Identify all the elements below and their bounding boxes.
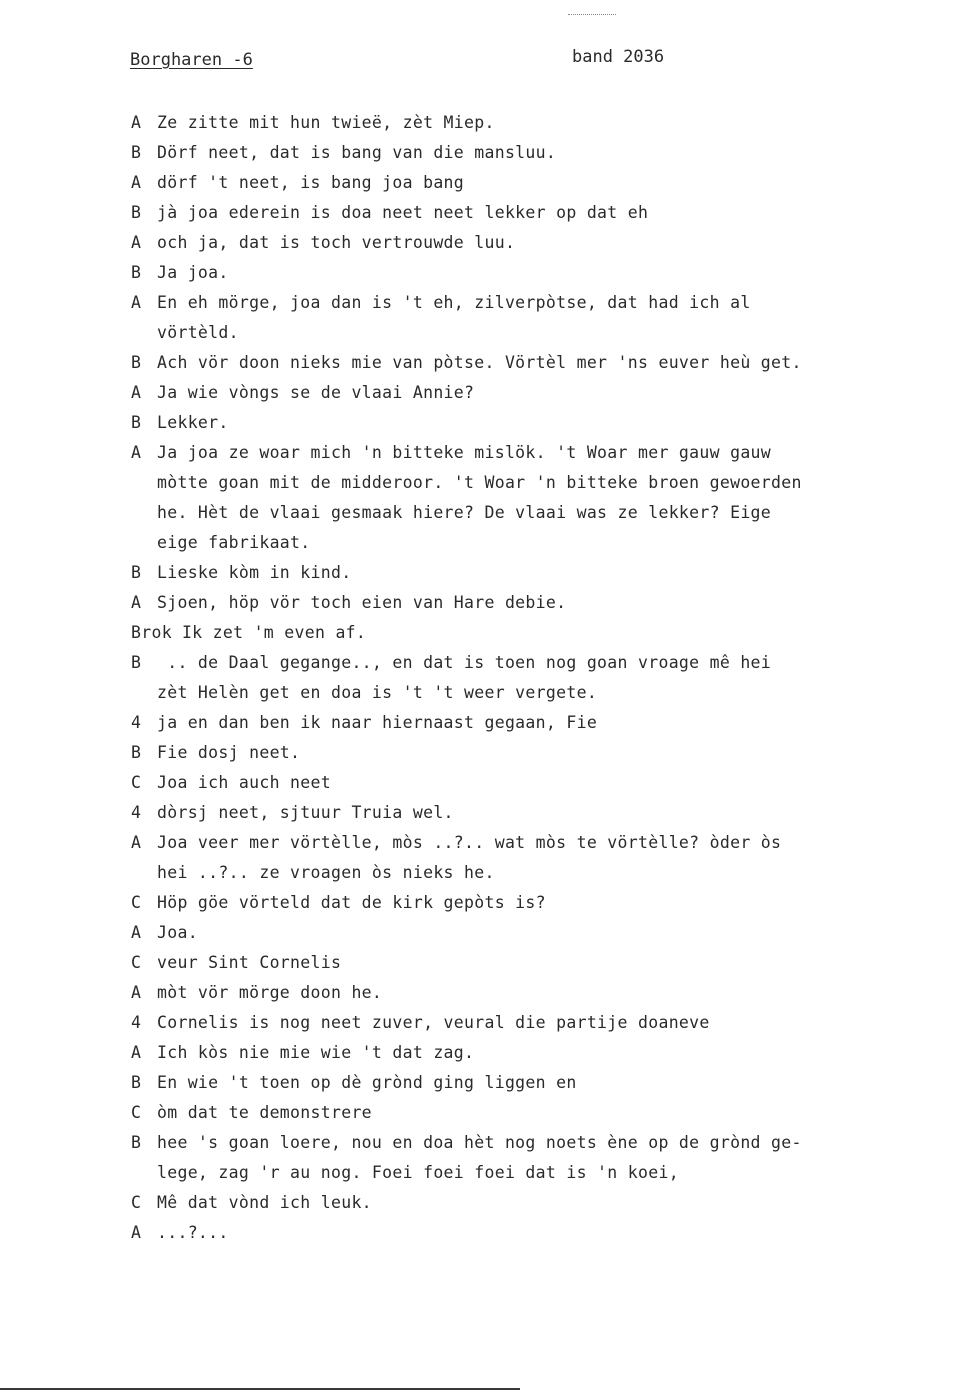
transcript-line	[131, 288, 931, 318]
line-text: Ich kòs nie mie wie 't dat zag.	[157, 1043, 475, 1062]
line-text: dörf 't neet, is bang joa bang	[157, 173, 465, 192]
line-text: he. Hèt de vlaai gesmaak hiere? De vlaai was ze lekker? Eige	[157, 503, 772, 522]
transcript-line	[131, 408, 931, 438]
transcript	[131, 108, 931, 1248]
transcript-line	[131, 168, 931, 198]
transcript-line	[131, 978, 931, 1008]
page-header	[130, 47, 830, 74]
line-text: Dörf neet, dat is bang van die mansluu.	[157, 143, 557, 162]
transcript-line	[131, 438, 931, 468]
transcript-line	[131, 948, 931, 978]
speaker-label: A	[131, 233, 142, 252]
transcript-line	[131, 648, 931, 678]
speaker-label: C	[131, 893, 142, 912]
speaker-label: A	[131, 113, 142, 132]
speaker-label: A	[131, 293, 142, 312]
speaker-label: A	[131, 173, 142, 192]
speaker-label: C	[131, 953, 142, 972]
speaker-label: B	[131, 563, 142, 582]
transcript-line	[131, 768, 931, 798]
bottom-rule	[0, 1388, 520, 1390]
line-text: mòtte goan mit de midderoor. 't Woar 'n bitteke broen gewoerden	[157, 473, 802, 492]
line-text: Ze zitte mit hun twieë, zèt Miep.	[157, 113, 495, 132]
line-text: eige fabrikaat.	[157, 533, 311, 552]
line-text: veur Sint Cornelis	[157, 953, 342, 972]
line-text: dòrsj neet, sjtuur Truia wel.	[157, 803, 454, 822]
line-text: Sjoen, höp vör toch eien van Hare debie.	[157, 593, 567, 612]
speaker-label: A	[131, 983, 142, 1002]
speaker-label	[131, 678, 157, 708]
transcript-line	[131, 1188, 931, 1218]
band-number: band 2036	[572, 47, 665, 67]
line-text: mòt vör mörge doon he.	[157, 983, 383, 1002]
speaker-label: B	[131, 413, 142, 432]
transcript-line	[131, 678, 931, 708]
line-text: En wie 't toen op dè grònd ging liggen en	[157, 1073, 577, 1092]
line-text: jà joa ederein is doa neet neet lekker op dat eh	[157, 203, 649, 222]
transcript-line	[131, 348, 931, 378]
line-text: lege, zag 'r au nog. Foei foei foei dat is 'n koei,	[157, 1163, 679, 1182]
speaker-label: A	[131, 833, 142, 852]
line-text: Ik zet 'm even af.	[181, 623, 367, 642]
transcript-line	[131, 1098, 931, 1128]
line-text: Ja joa ze woar mich 'n bitteke mislök. 't Woar mer gauw gauw	[157, 443, 772, 462]
line-text: hei ..?.. ze vroagen òs nieks he.	[157, 863, 495, 882]
speaker-label: C	[131, 1103, 142, 1122]
line-text: òm dat te demonstrere	[157, 1103, 372, 1122]
transcript-line	[131, 198, 931, 228]
transcript-line	[131, 1068, 931, 1098]
line-text: Ja wie vòngs se de vlaai Annie?	[157, 383, 475, 402]
line-text: hee 's goan loere, nou en doa hèt nog noets ène op de grònd ge-	[157, 1133, 802, 1152]
line-text: Mê dat vònd ich leuk.	[157, 1193, 372, 1212]
transcript-line	[131, 1038, 931, 1068]
speaker-label: A	[131, 593, 142, 612]
transcript-line	[131, 738, 931, 768]
transcript-line	[131, 1158, 931, 1188]
transcript-line	[131, 378, 931, 408]
speaker-label: B	[131, 353, 142, 372]
speaker-label: A	[131, 1223, 142, 1242]
transcript-line	[131, 588, 931, 618]
speaker-label: 4	[131, 713, 142, 732]
speaker-label	[131, 1158, 157, 1188]
speaker-label: A	[131, 443, 142, 462]
transcript-line	[131, 228, 931, 258]
transcript-line	[131, 498, 931, 528]
transcript-line	[131, 528, 931, 558]
speaker-label	[131, 468, 157, 498]
transcript-line	[131, 558, 931, 588]
line-text: ...?...	[157, 1223, 229, 1242]
transcript-line	[131, 618, 931, 648]
line-text: Cornelis is nog neet zuver, veural die partije doaneve	[157, 1013, 710, 1032]
transcript-line	[131, 888, 931, 918]
line-text: ja en dan ben ik naar hiernaast gegaan, Fie	[157, 713, 598, 732]
transcript-line	[131, 1218, 931, 1248]
speaker-label: 4	[131, 1013, 142, 1032]
transcript-line	[131, 258, 931, 288]
line-text: och ja, dat is toch vertrouwde luu.	[157, 233, 516, 252]
speaker-label: A	[131, 923, 142, 942]
line-text: Joa ich auch neet	[157, 773, 331, 792]
transcript-line	[131, 918, 931, 948]
speaker-label: B	[131, 1073, 142, 1092]
document-title: Borgharen -6	[130, 50, 253, 70]
line-text: .. de Daal gegange.., en dat is toen nog goan vroage mê hei	[157, 653, 772, 672]
speaker-label	[131, 318, 157, 348]
speaker-label	[131, 528, 157, 558]
line-text: Lieske kòm in kind.	[157, 563, 352, 582]
line-text: Ja joa.	[157, 263, 229, 282]
speaker-label: A	[131, 383, 142, 402]
line-text: Fie dosj neet.	[157, 743, 301, 762]
speaker-label	[131, 858, 157, 888]
line-text: En eh mörge, joa dan is 't eh, zilverpòtse, dat had ich al	[157, 293, 751, 312]
transcript-line	[131, 798, 931, 828]
line-text: Lekker.	[157, 413, 229, 432]
speaker-label	[131, 498, 157, 528]
transcript-line	[131, 1008, 931, 1038]
transcript-line	[131, 138, 931, 168]
line-text: Joa veer mer vörtèlle, mòs ..?.. wat mòs te vörtèlle? òder òs	[157, 833, 782, 852]
speaker-label: B	[131, 653, 142, 672]
line-text: Joa.	[157, 923, 198, 942]
transcript-line	[131, 468, 931, 498]
transcript-line	[131, 1128, 931, 1158]
speaker-label: B	[131, 203, 142, 222]
transcript-line	[131, 828, 931, 858]
speaker-label: B	[131, 263, 142, 282]
speaker-label: A	[131, 1043, 142, 1062]
transcript-line	[131, 858, 931, 888]
line-text: vörtèld.	[157, 323, 239, 342]
speaker-label: B	[131, 143, 142, 162]
speaker-label: B	[131, 743, 142, 762]
line-text: Ach vör doon nieks mie van pòtse. Vörtèl mer 'ns euver heù get.	[157, 353, 802, 372]
transcript-line	[131, 708, 931, 738]
transcript-line	[131, 318, 931, 348]
speaker-label: C	[131, 1193, 142, 1212]
line-text: zèt Helèn get en doa is 't 't weer vergete.	[157, 683, 598, 702]
transcript-line	[131, 108, 931, 138]
speaker-label: C	[131, 773, 142, 792]
speaker-label: 4	[131, 803, 142, 822]
speaker-label: Brok	[131, 623, 172, 642]
top-mark	[568, 14, 616, 25]
speaker-label: B	[131, 1133, 142, 1152]
line-text: Höp göe vörteld dat de kirk gepòts is?	[157, 893, 546, 912]
